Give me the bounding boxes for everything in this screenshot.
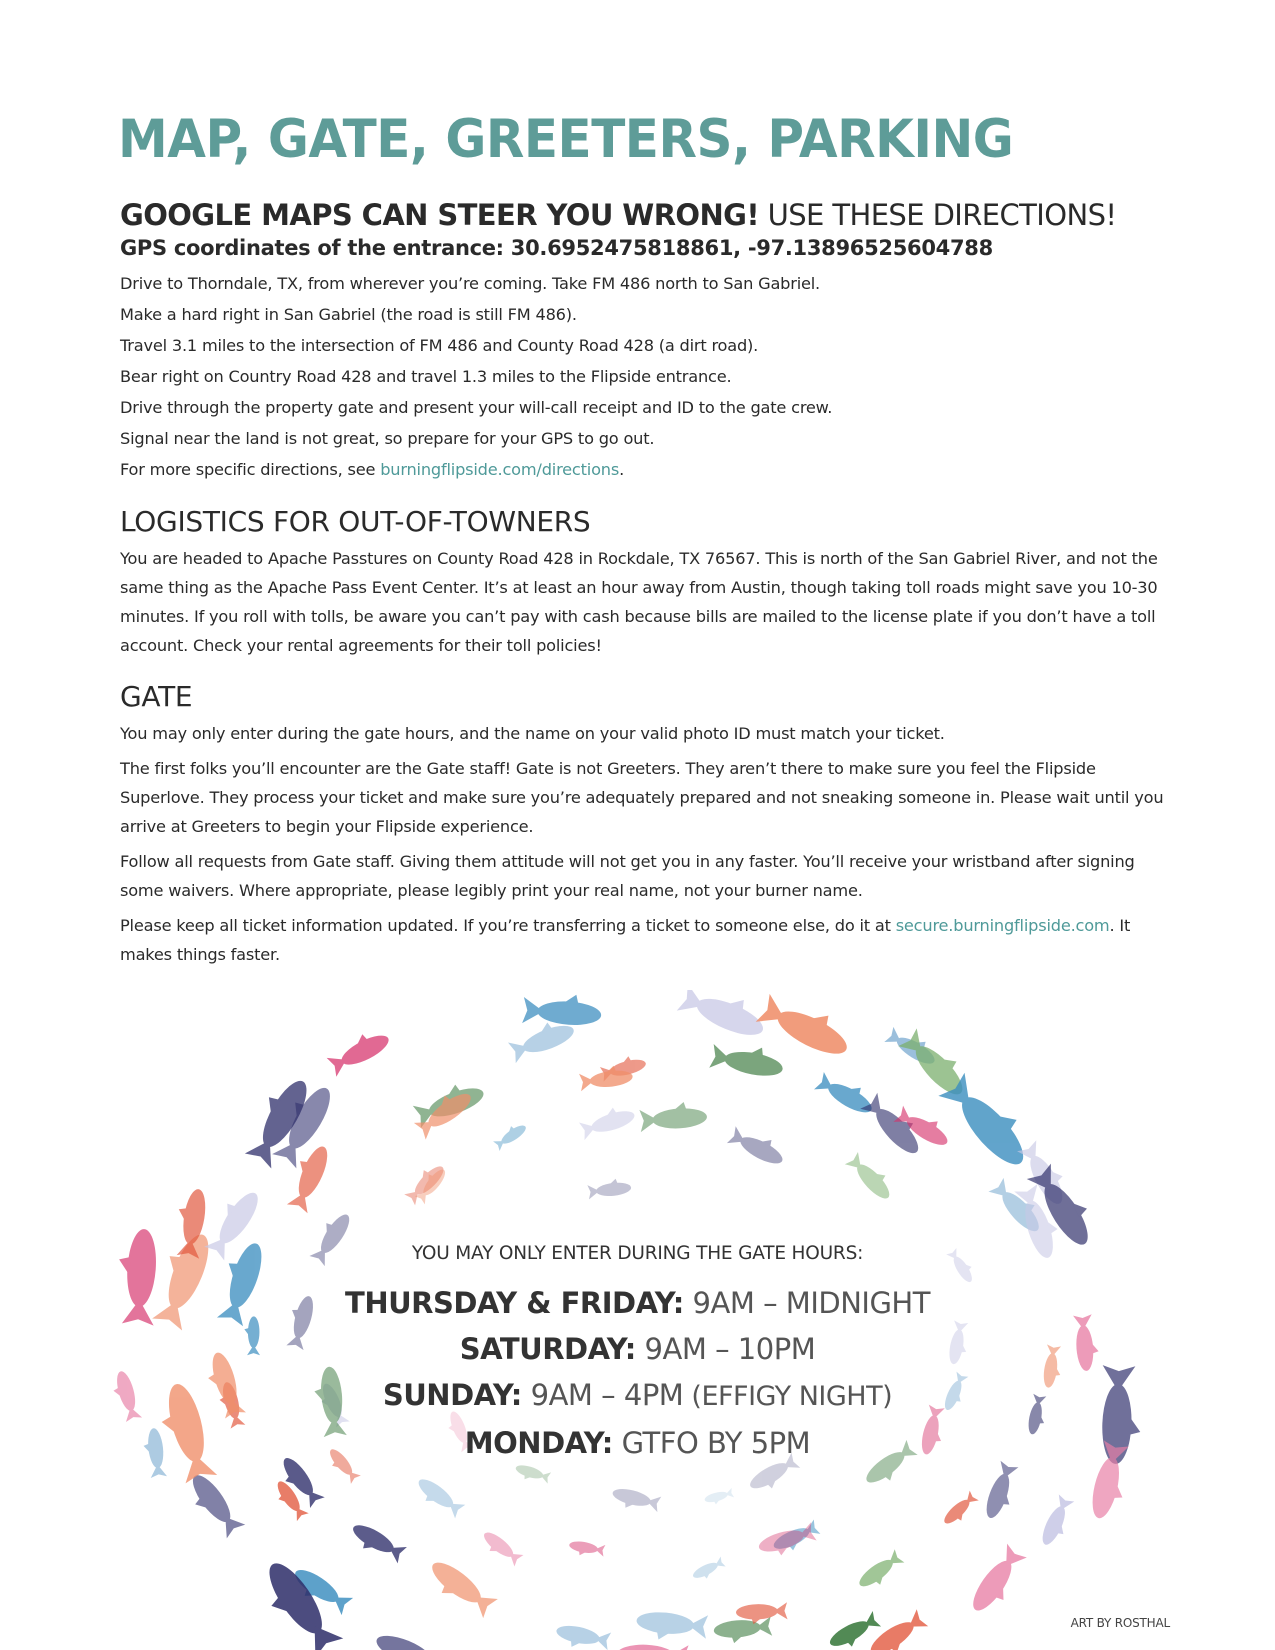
- hours-time: GTFO BY 5PM: [612, 1426, 811, 1460]
- fish-icon: [347, 1519, 407, 1567]
- fish-icon: [616, 1642, 688, 1650]
- fish-icon: [866, 1609, 931, 1650]
- fish-icon: [713, 1617, 772, 1645]
- fish-icon: [554, 1622, 611, 1650]
- more-directions-suffix: .: [619, 460, 625, 479]
- gate-p4-prefix: Please keep all ticket information updated. If you’re transferring a ticket to someone else, do it at: [120, 916, 896, 935]
- fish-icon: [610, 1485, 661, 1516]
- fish-icon: [756, 1522, 818, 1561]
- fish-icon: [756, 990, 857, 1064]
- direction-step-1: Drive to Thorndale, TX, from wherever you’re coming. Take FM 486 north to San Gabriel.: [120, 274, 821, 293]
- fish-icon: [252, 1555, 343, 1650]
- direction-step-6: Signal near the land is not great, so prepare for your GPS to go out.: [120, 429, 655, 448]
- fish-icon: [181, 1469, 245, 1541]
- fish-icon: [845, 1149, 898, 1203]
- fish-icon: [981, 1461, 1022, 1523]
- fish-icon: [940, 1491, 980, 1530]
- more-directions: [120, 454, 1170, 485]
- hours-day: SUNDAY:: [382, 1378, 522, 1412]
- warning-bold: GOOGLE MAPS CAN STEER YOU WRONG!: [120, 198, 759, 232]
- hours-line-thu-fri: [0, 1280, 1275, 1326]
- gate-paragraph-4: [120, 911, 1170, 969]
- fish-icon: [578, 1102, 637, 1140]
- fish-icon: [703, 1488, 734, 1507]
- content: [120, 198, 1170, 975]
- hours-day: THURSDAY & FRIDAY:: [345, 1286, 684, 1320]
- fish-icon: [587, 1177, 632, 1199]
- fish-icon: [492, 1120, 529, 1151]
- gate-paragraph-3: Follow all requests from Gate staff. Giving them attitude will not get you in any faster. You’ll receive your wristband after signing some waivers. Where appropriate, please legibly print your real name, not your burner name.: [120, 852, 1135, 900]
- gate-heading: GATE: [120, 680, 193, 713]
- fish-icon: [412, 1474, 466, 1522]
- fish-icon: [423, 1555, 498, 1622]
- direction-step-3: Travel 3.1 miles to the intersection of FM 486 and County Road 428 (a dirt road).: [120, 336, 759, 355]
- hours-line-sunday: [0, 1372, 1275, 1420]
- fish-icon: [691, 1556, 727, 1583]
- fish-icon: [677, 990, 771, 1044]
- fish-icon: [709, 1039, 786, 1081]
- gate-hours-intro: YOU MAY ONLY ENTER DURING THE GATE HOURS:: [411, 1243, 864, 1264]
- fish-icon: [522, 991, 602, 1028]
- gate-paragraph-2: The first folks you’ll encounter are the Gate staff! Gate is not Greeters. They aren’t there to make sure you feel the Flipside Superlove. They process your ticket and make sure you’re adequately prepared and not sneaking someone in. Please wait until you arrive at Greeters to begin your Flipside experience.: [120, 759, 1164, 836]
- fish-icon: [478, 1528, 523, 1569]
- fish-icon: [639, 1101, 708, 1133]
- warning-rest: USE THESE DIRECTIONS!: [758, 198, 1117, 232]
- gate-p4-suffix: . It makes things faster.: [120, 916, 1131, 964]
- fish-icon: [635, 1609, 708, 1644]
- fish-icon: [324, 1025, 393, 1077]
- hours-line-monday: [0, 1420, 1275, 1466]
- fish-icon: [814, 1068, 878, 1119]
- hours-line-saturday: [0, 1326, 1275, 1372]
- logistics-heading: LOGISTICS FOR OUT-OF-TOWNERS: [120, 505, 591, 538]
- fish-icon: [727, 1122, 789, 1169]
- directions-link[interactable]: burningflipside.com/directions: [380, 460, 620, 479]
- fish-icon: [965, 1544, 1031, 1620]
- fish-icon: [568, 1539, 606, 1559]
- page-title: MAP, GATE, GREETERS, PARKING: [118, 108, 1014, 170]
- direction-step-5: Drive through the property gate and present your will-call receipt and ID to the gate crew.: [120, 398, 833, 417]
- fish-icon: [855, 1549, 906, 1594]
- direction-step-4: Bear right on Country Road 428 and travel 1.3 miles to the Flipside entrance.: [120, 367, 732, 386]
- hours-time: 9AM – 4PM: [521, 1378, 684, 1412]
- secure-site-link[interactable]: secure.burningflipside.com: [895, 916, 1110, 935]
- warning-heading: [120, 198, 1170, 232]
- direction-step-2: Make a hard right in San Gabriel (the road is still FM 486).: [120, 305, 577, 324]
- gate-hours: [0, 1243, 1275, 1466]
- hours-time: 9AM – MIDNIGHT: [683, 1286, 930, 1320]
- logistics-text: You are headed to Apache Passtures on County Road 428 in Rockdale, TX 76567. This is north of the San Gabriel River, and not the same thing as the Apache Pass Event Center. It’s at least an hour away from Austin, though taking toll roads might save you 10-30 minutes. If you roll with tolls, be aware you can’t pay with cash because bills are mailed to the license plate if you don’t have a toll account. Check your rental agreements for their toll policies!: [120, 549, 1158, 655]
- fish-icon: [1037, 1494, 1077, 1549]
- fish-icon: [370, 1628, 449, 1650]
- art-credit: ART BY ROSTHAL: [1070, 1616, 1170, 1630]
- hours-note: (EFFIGY NIGHT): [683, 1381, 893, 1412]
- gate-paragraph-1: You may only enter during the gate hours, and the name on your valid photo ID must match your ticket.: [120, 724, 945, 743]
- hours-day: MONDAY:: [464, 1426, 613, 1460]
- hours-day: SATURDAY:: [459, 1332, 636, 1366]
- hours-time: 9AM – 10PM: [635, 1332, 816, 1366]
- gps-coordinates: GPS coordinates of the entrance: 30.6952475818861, -97.13896525604788: [120, 236, 993, 260]
- more-directions-prefix: For more specific directions, see: [120, 460, 381, 479]
